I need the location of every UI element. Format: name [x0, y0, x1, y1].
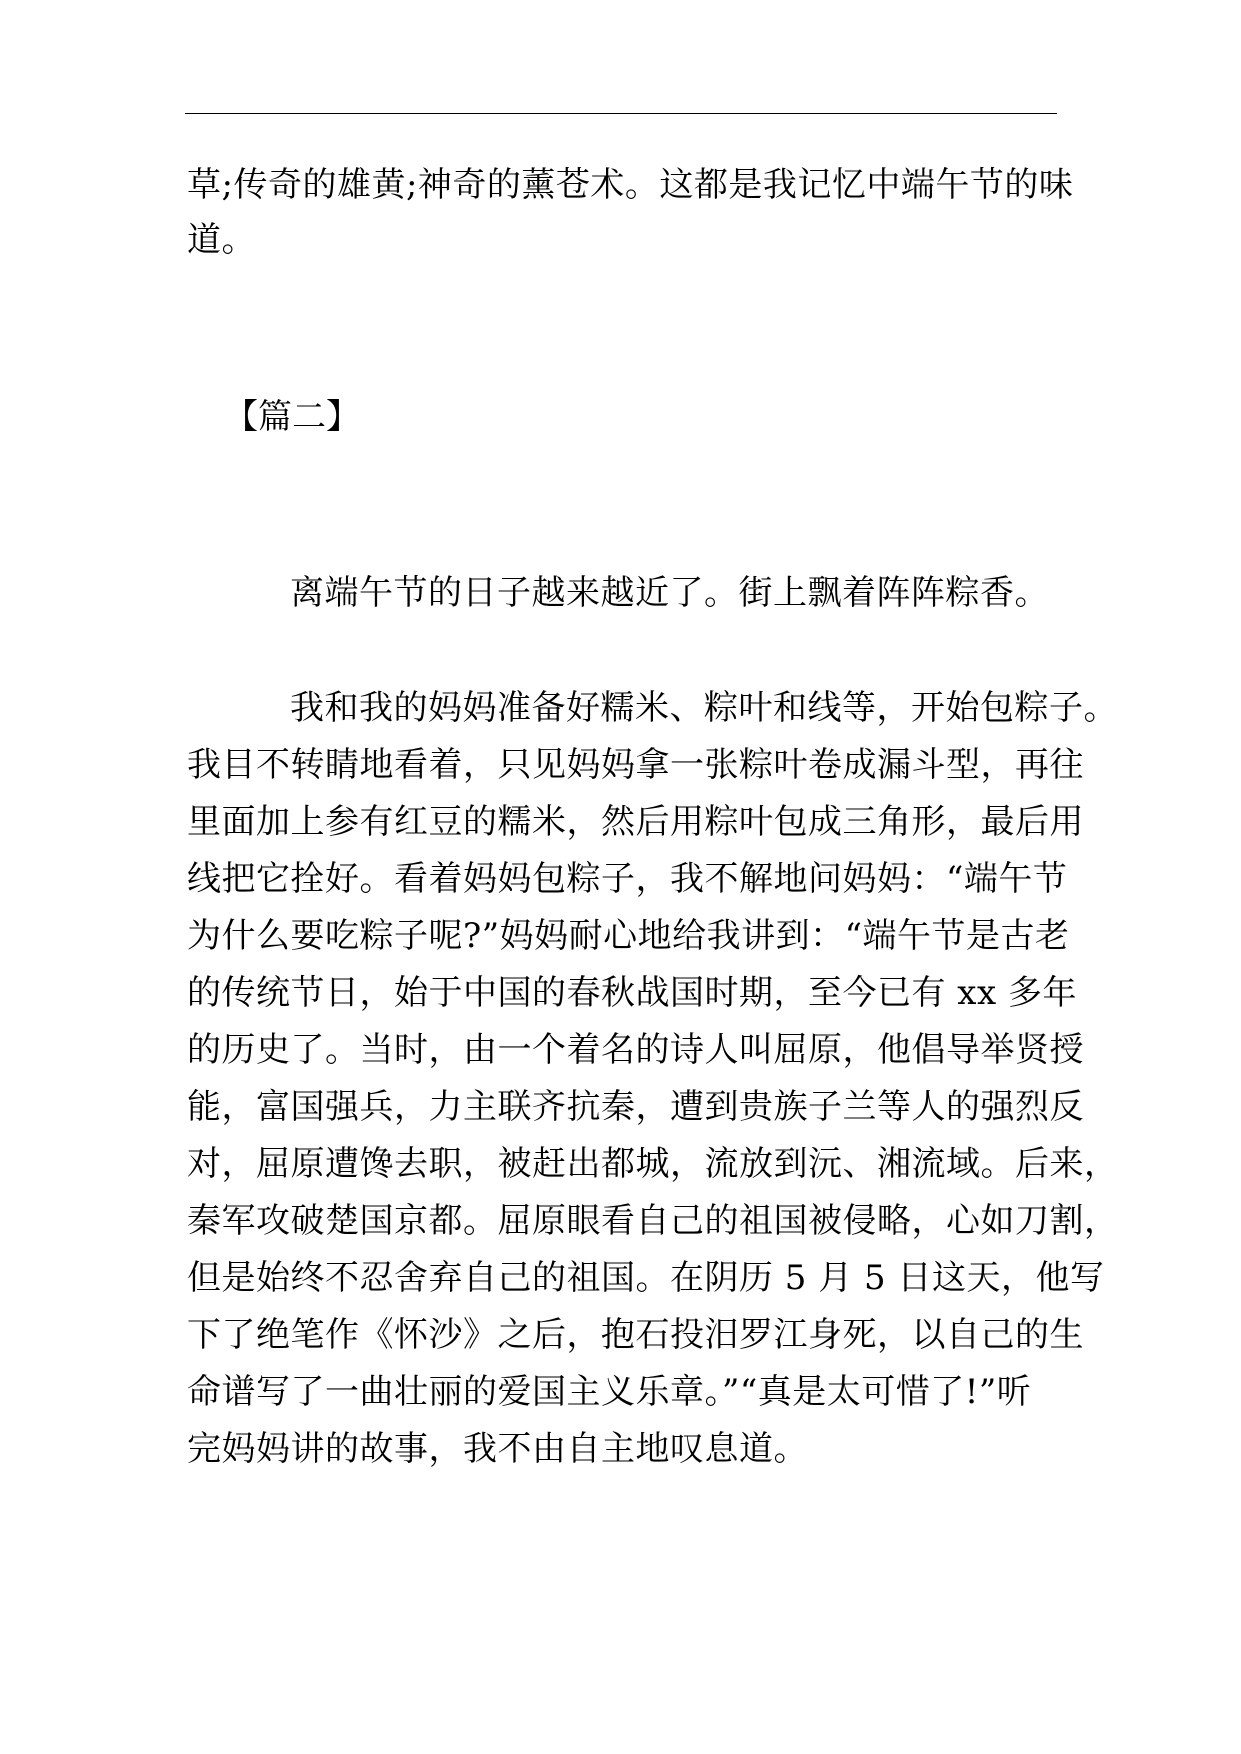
text-line: 能，富国强兵，力主联齐抗秦，遭到贵族子兰等人的强烈反 [187, 1087, 1084, 1127]
text-line: 对，屈原遭馋去职，被赶出都城，流放到沅、湘流域。后来， [187, 1144, 1119, 1184]
text-line: 里面加上参有红豆的糯米，然后用粽叶包成三角形，最后用 [187, 802, 1084, 842]
text-line: 完妈妈讲的故事，我不由自主地叹息道。 [187, 1429, 808, 1469]
text-line: 但是始终不忍舍弃自己的祖国。在阴历 5 月 5 日这天，他写 [187, 1258, 1105, 1298]
text-line: 道。 [187, 220, 256, 260]
section-heading: 【篇二】 [224, 397, 360, 437]
header-rule [185, 113, 1057, 114]
text-line: 为什么要吃粽子呢?”妈妈耐心地给我讲到：“端午节是古老 [187, 916, 1070, 956]
text-line: 的传统节日，始于中国的春秋战国时期，至今已有 xx 多年 [187, 973, 1077, 1013]
paragraph-1: 离端午节的日子越来越近了。街上飘着阵阵粽香。 [290, 573, 1049, 613]
text-line: 下了绝笔作《怀沙》之后，抱石投汨罗江身死，以自己的生 [187, 1315, 1084, 1355]
text-line: 草;传奇的雄黄;神奇的薰苍术。这都是我记忆中端午节的味 [187, 165, 1074, 205]
text-line: 我目不转睛地看着，只见妈妈拿一张粽叶卷成漏斗型，再往 [187, 745, 1084, 785]
text-line: 秦军攻破楚国京都。屈原眼看自己的祖国被侵略，心如刀割， [187, 1201, 1119, 1241]
text-line: 的历史了。当时，由一个着名的诗人叫屈原，他倡导举贤授 [187, 1030, 1084, 1070]
text-line: 线把它拴好。看着妈妈包粽子，我不解地问妈妈：“端午节 [187, 859, 1068, 899]
text-line: 我和我的妈妈准备好糯米、粽叶和线等，开始包粽子。 [290, 688, 1118, 728]
text-line: 命谱写了一曲壮丽的爱国主义乐章。”“真是太可惜了!”听 [187, 1372, 1032, 1412]
